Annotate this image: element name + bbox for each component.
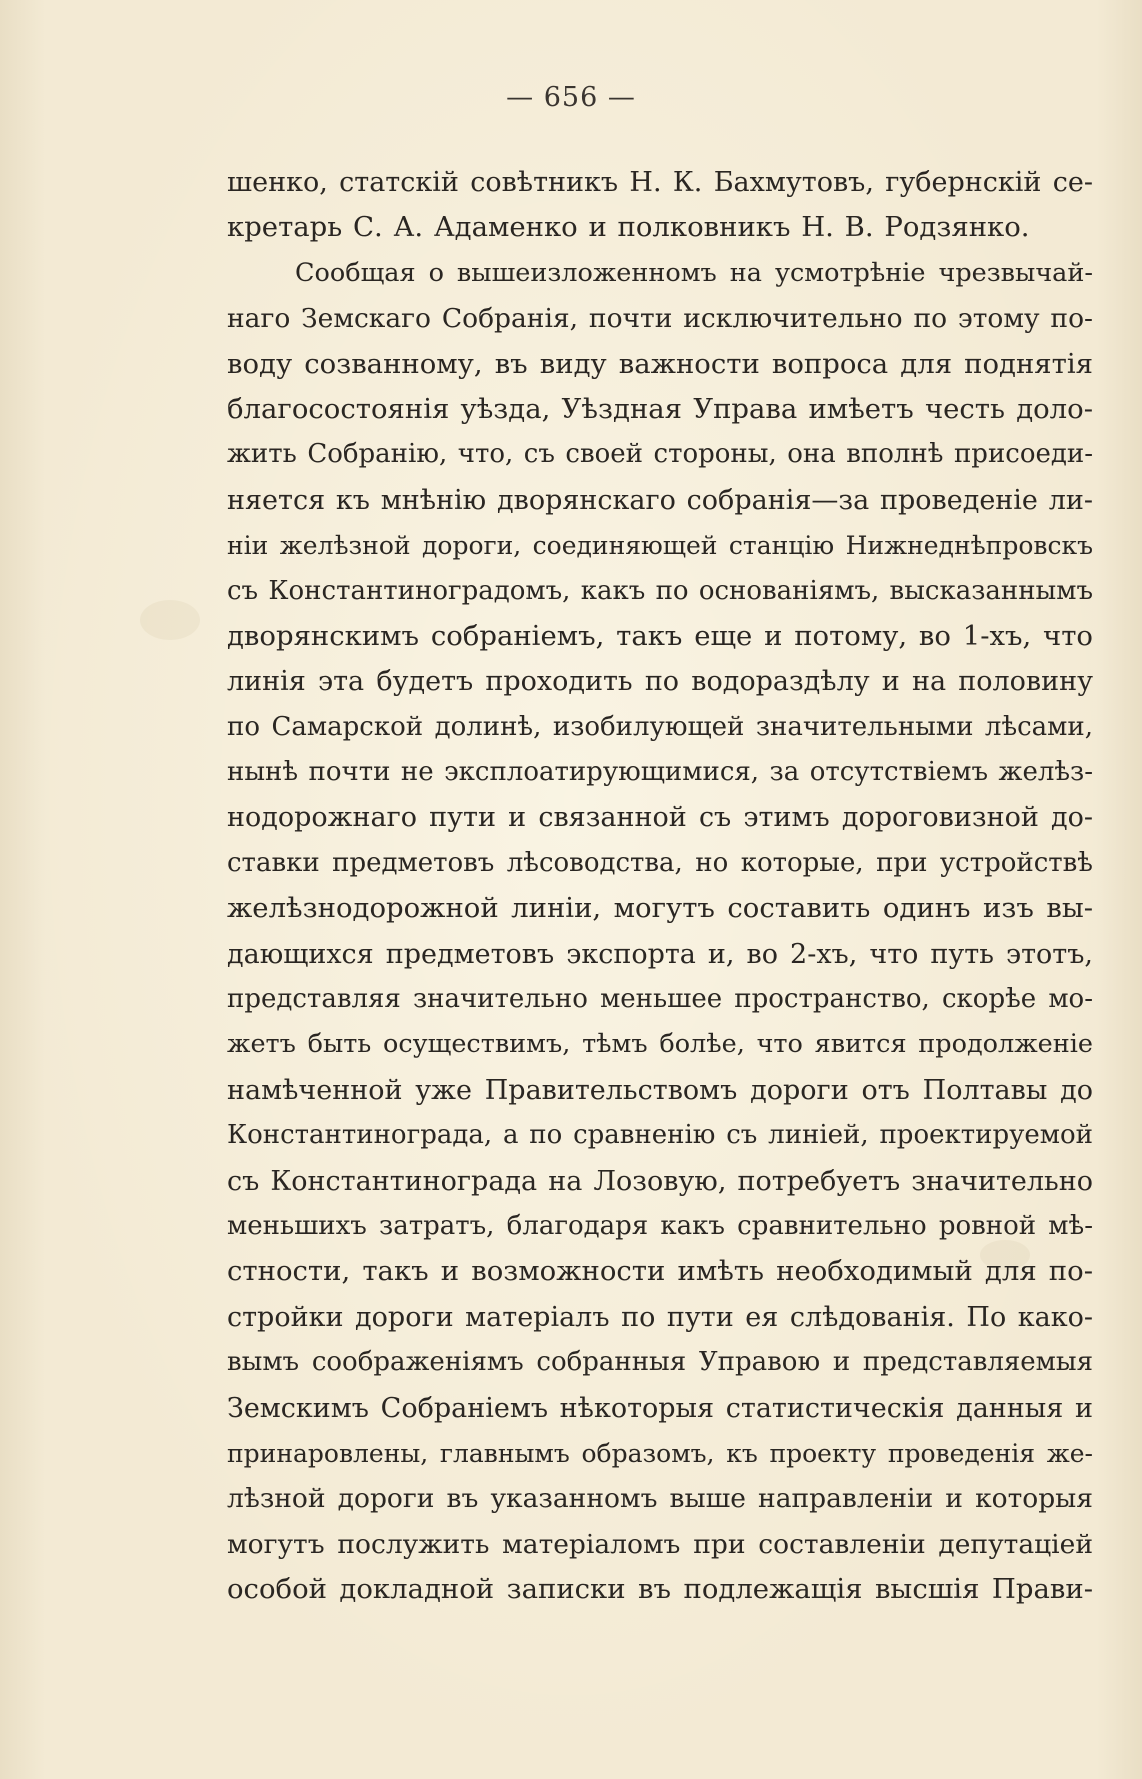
text-line: могутъ послужить матеріаломъ при составленіи депутаціей bbox=[227, 1528, 1093, 1560]
page-number: — 656 — bbox=[506, 82, 636, 113]
text-line: Константинограда, а по сравненію съ линіей, проектируемой bbox=[227, 1120, 1093, 1151]
paper-stain bbox=[140, 600, 200, 640]
body-text bbox=[227, 160, 1093, 1613]
text-line: лѣзной дороги въ указанномъ выше направленіи и которыя bbox=[227, 1483, 1093, 1515]
text-line: Сообщая о вышеизложенномъ на усмотрѣніе чрезвычай- bbox=[295, 257, 1093, 288]
text-line: намѣченной уже Правительствомъ дороги отъ Полтавы до bbox=[227, 1074, 1093, 1106]
text-line: воду созванному, въ виду важности вопроса для поднятія bbox=[227, 347, 1093, 380]
text-line: вымъ соображеніямъ собранныя Управою и представляемыя bbox=[227, 1347, 1093, 1378]
text-line: стройки дороги матеріалъ по пути ея слѣдованія. По како- bbox=[227, 1301, 1093, 1333]
text-line: няется къ мнѣнію дворянскаго собранія—за проведеніе ли- bbox=[227, 484, 1093, 516]
text-line: ніи желѣзной дороги, соединяющей станцію Нижнеднѣпровскъ bbox=[227, 531, 1093, 561]
text-line: наго Земскаго Собранія, почти исключительно по этому по- bbox=[227, 303, 1093, 335]
text-line: съ Константинограда на Лозовую, потребуетъ значительно bbox=[227, 1165, 1093, 1197]
text-line: ставки предметовъ лѣсоводства, но которые, при устройствѣ bbox=[227, 847, 1093, 878]
text-line: представляя значительно меньшее пространство, скорѣе мо- bbox=[227, 984, 1093, 1015]
text-line: по Самарской долинѣ, изобилующей значительными лѣсами, bbox=[227, 711, 1093, 742]
text-line: принаровлены, главнымъ образомъ, къ проекту проведенія же- bbox=[227, 1438, 1093, 1468]
text-line: Земскимъ Собраніемъ нѣкоторыя статистическія данныя и bbox=[227, 1392, 1093, 1424]
text-line: шенко, статскій совѣтникъ Н. К. Бахмутовъ, губернскій се- bbox=[227, 167, 1093, 198]
text-line: дворянскимъ собраніемъ, такъ еще и потому, во 1-хъ, что bbox=[227, 619, 1093, 652]
text-line: жить Собранію, что, съ своей стороны, она вполнѣ присоеди- bbox=[227, 439, 1093, 470]
text-line: меньшихъ затратъ, благодаря какъ сравнительно ровной мѣ- bbox=[227, 1210, 1093, 1241]
text-line: стности, такъ и возможности имѣть необходимый для по- bbox=[227, 1255, 1093, 1288]
text-line: линія эта будетъ проходить по водораздѣлу и на половину bbox=[227, 666, 1093, 698]
text-line: особой докладной записки въ подлежащія высшія Прави- bbox=[227, 1573, 1093, 1606]
text-line: съ Константиноградомъ, какъ по основаніямъ, высказаннымъ bbox=[227, 575, 1093, 606]
text-line: кретарь С. А. Адаменко и полковникъ Н. В. Родзянко. bbox=[227, 211, 1030, 244]
text-line: благосостоянія уѣзда, Уѣздная Управа имѣетъ честь доло- bbox=[227, 392, 1093, 425]
text-line: нынѣ почти не эксплоатирующимися, за отсутствіемъ желѣз- bbox=[227, 757, 1093, 788]
text-line: дающихся предметовъ экспорта и, во 2-хъ, что путь этотъ, bbox=[227, 938, 1093, 970]
text-line: желѣзнодорожной линіи, могутъ составить одинъ изъ вы- bbox=[227, 892, 1093, 925]
text-line: жетъ быть осуществимъ, тѣмъ болѣе, что явится продолженіе bbox=[227, 1029, 1093, 1060]
text-line: нодорожнаго пути и связанной съ этимъ дороговизной до- bbox=[227, 802, 1093, 834]
